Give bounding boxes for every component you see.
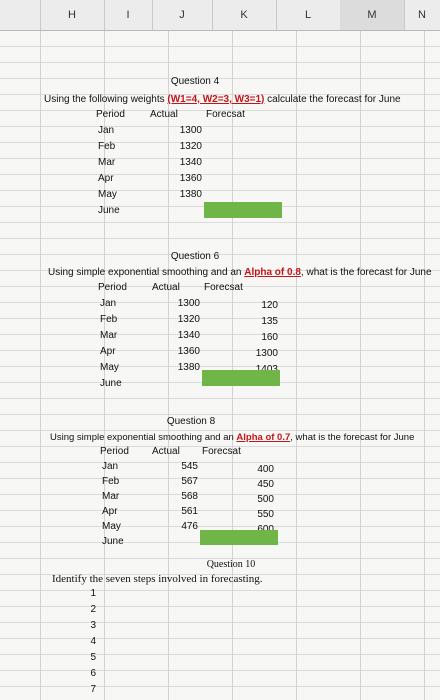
q6-forecast-cell[interactable]: 120 [261, 300, 278, 311]
q6-alpha-highlight: Alpha of 0.8 [244, 267, 301, 278]
q8-forecast-cell[interactable]: 500 [257, 494, 274, 505]
q8-prompt-end: , what is the forecast for June [290, 432, 415, 443]
q8-actual-cell[interactable]: 567 [181, 476, 198, 487]
step-number: 4 [90, 636, 96, 647]
column-header-h[interactable]: H [40, 0, 105, 30]
q4-actual-cell[interactable]: 1380 [179, 189, 202, 200]
q8-forecast-cell[interactable]: 550 [257, 509, 274, 520]
q4-header-actual: Actual [150, 109, 178, 120]
q8-forecast-cell[interactable]: 450 [257, 479, 274, 490]
q6-forecast-cell[interactable]: 1300 [255, 348, 278, 359]
step-number: 1 [90, 588, 96, 599]
q6-period-cell[interactable]: May [100, 362, 119, 373]
step-number: 5 [90, 652, 96, 663]
q8-june-forecast-cell[interactable] [200, 530, 278, 545]
q6-actual-cell[interactable]: 1300 [177, 298, 200, 309]
q4-prompt-end: calculate the forecast for June [264, 94, 401, 105]
q8-actual-cell[interactable]: 545 [181, 461, 198, 472]
q4-prompt-start: Using the following weights [44, 94, 168, 105]
column-header-bar [0, 0, 440, 31]
q8-period-cell[interactable]: May [102, 521, 121, 532]
q4-june-forecast-cell[interactable] [204, 202, 282, 218]
q4-actual-cell[interactable]: 1320 [179, 141, 202, 152]
step-number: 6 [90, 668, 96, 679]
q4-period-cell[interactable]: Jan [98, 125, 115, 136]
q6-prompt-start: Using simple exponential smoothing and an [48, 267, 245, 278]
q8-alpha-highlight: Alpha of 0.7 [236, 432, 291, 443]
column-header-i[interactable]: I [104, 0, 153, 30]
q6-actual-cell[interactable]: 1320 [177, 314, 200, 325]
q6-prompt-end: , what is the forecast for June [300, 267, 432, 278]
q8-title: Question 8 [166, 416, 216, 427]
q6-actual-cell[interactable]: 1380 [177, 362, 200, 373]
step-number: 2 [90, 604, 96, 615]
q8-header-actual: Actual [152, 446, 180, 457]
q6-prompt [48, 267, 432, 278]
q8-period-cell[interactable]: Apr [102, 506, 118, 517]
q8-prompt [50, 432, 414, 443]
q4-period-cell[interactable]: Apr [98, 173, 114, 184]
q4-period-cell[interactable]: Mar [98, 157, 116, 168]
q4-actual-cell[interactable]: 1360 [179, 173, 202, 184]
q4-header-forecast: Forecsat [206, 109, 245, 120]
q6-period-cell[interactable]: Jan [100, 298, 117, 309]
step-number: 7 [90, 684, 96, 695]
column-header-l[interactable]: L [276, 0, 341, 30]
column-header-m[interactable]: M [340, 0, 405, 30]
q6-period-cell[interactable]: June [100, 378, 122, 389]
q6-actual-cell[interactable]: 1340 [177, 330, 200, 341]
q8-forecast-cell[interactable]: 400 [257, 464, 274, 475]
step-number: 3 [90, 620, 96, 631]
q6-june-forecast-cell[interactable] [202, 370, 280, 386]
q6-header-forecast: Forecsat [204, 282, 243, 293]
q6-forecast-cell[interactable]: 135 [261, 316, 278, 327]
q6-period-cell[interactable]: Feb [100, 314, 118, 325]
q6-forecast-cell[interactable]: 160 [261, 332, 278, 343]
q4-header-period: Period [96, 109, 125, 120]
q4-period-cell[interactable]: June [98, 205, 120, 216]
q6-title: Question 6 [170, 251, 220, 262]
q8-actual-cell[interactable]: 476 [181, 521, 198, 532]
q6-period-cell[interactable]: Mar [100, 330, 118, 341]
q8-period-cell[interactable]: Mar [102, 491, 120, 502]
q8-period-cell[interactable]: Jan [102, 461, 119, 472]
q6-period-cell[interactable]: Apr [100, 346, 116, 357]
q8-prompt-start: Using simple exponential smoothing and an [50, 432, 237, 443]
q10-title: Question 10 [206, 559, 256, 570]
q4-weights-highlight: (W1=4, W2=3, W3=1) [167, 94, 265, 105]
q8-period-cell[interactable]: June [102, 536, 124, 547]
q6-header-actual: Actual [152, 282, 180, 293]
q4-actual-cell[interactable]: 1300 [179, 125, 202, 136]
q4-actual-cell[interactable]: 1340 [179, 157, 202, 168]
q6-actual-cell[interactable]: 1360 [177, 346, 200, 357]
q8-actual-cell[interactable]: 561 [181, 506, 198, 517]
q8-header-period: Period [100, 446, 129, 457]
q10-prompt: Identify the seven steps involved in forecasting. [52, 573, 263, 585]
column-header-n[interactable]: N [418, 9, 426, 21]
column-header-j[interactable]: J [152, 0, 213, 30]
q4-period-cell[interactable]: Feb [98, 141, 116, 152]
q8-period-cell[interactable]: Feb [102, 476, 120, 487]
q8-actual-cell[interactable]: 568 [181, 491, 198, 502]
q4-title: Question 4 [170, 76, 220, 87]
column-header-k[interactable]: K [212, 0, 277, 30]
q4-period-cell[interactable]: May [98, 189, 117, 200]
q4-prompt [44, 94, 401, 105]
q8-header-forecast: Forecsat [202, 446, 241, 457]
q6-header-period: Period [98, 282, 127, 293]
